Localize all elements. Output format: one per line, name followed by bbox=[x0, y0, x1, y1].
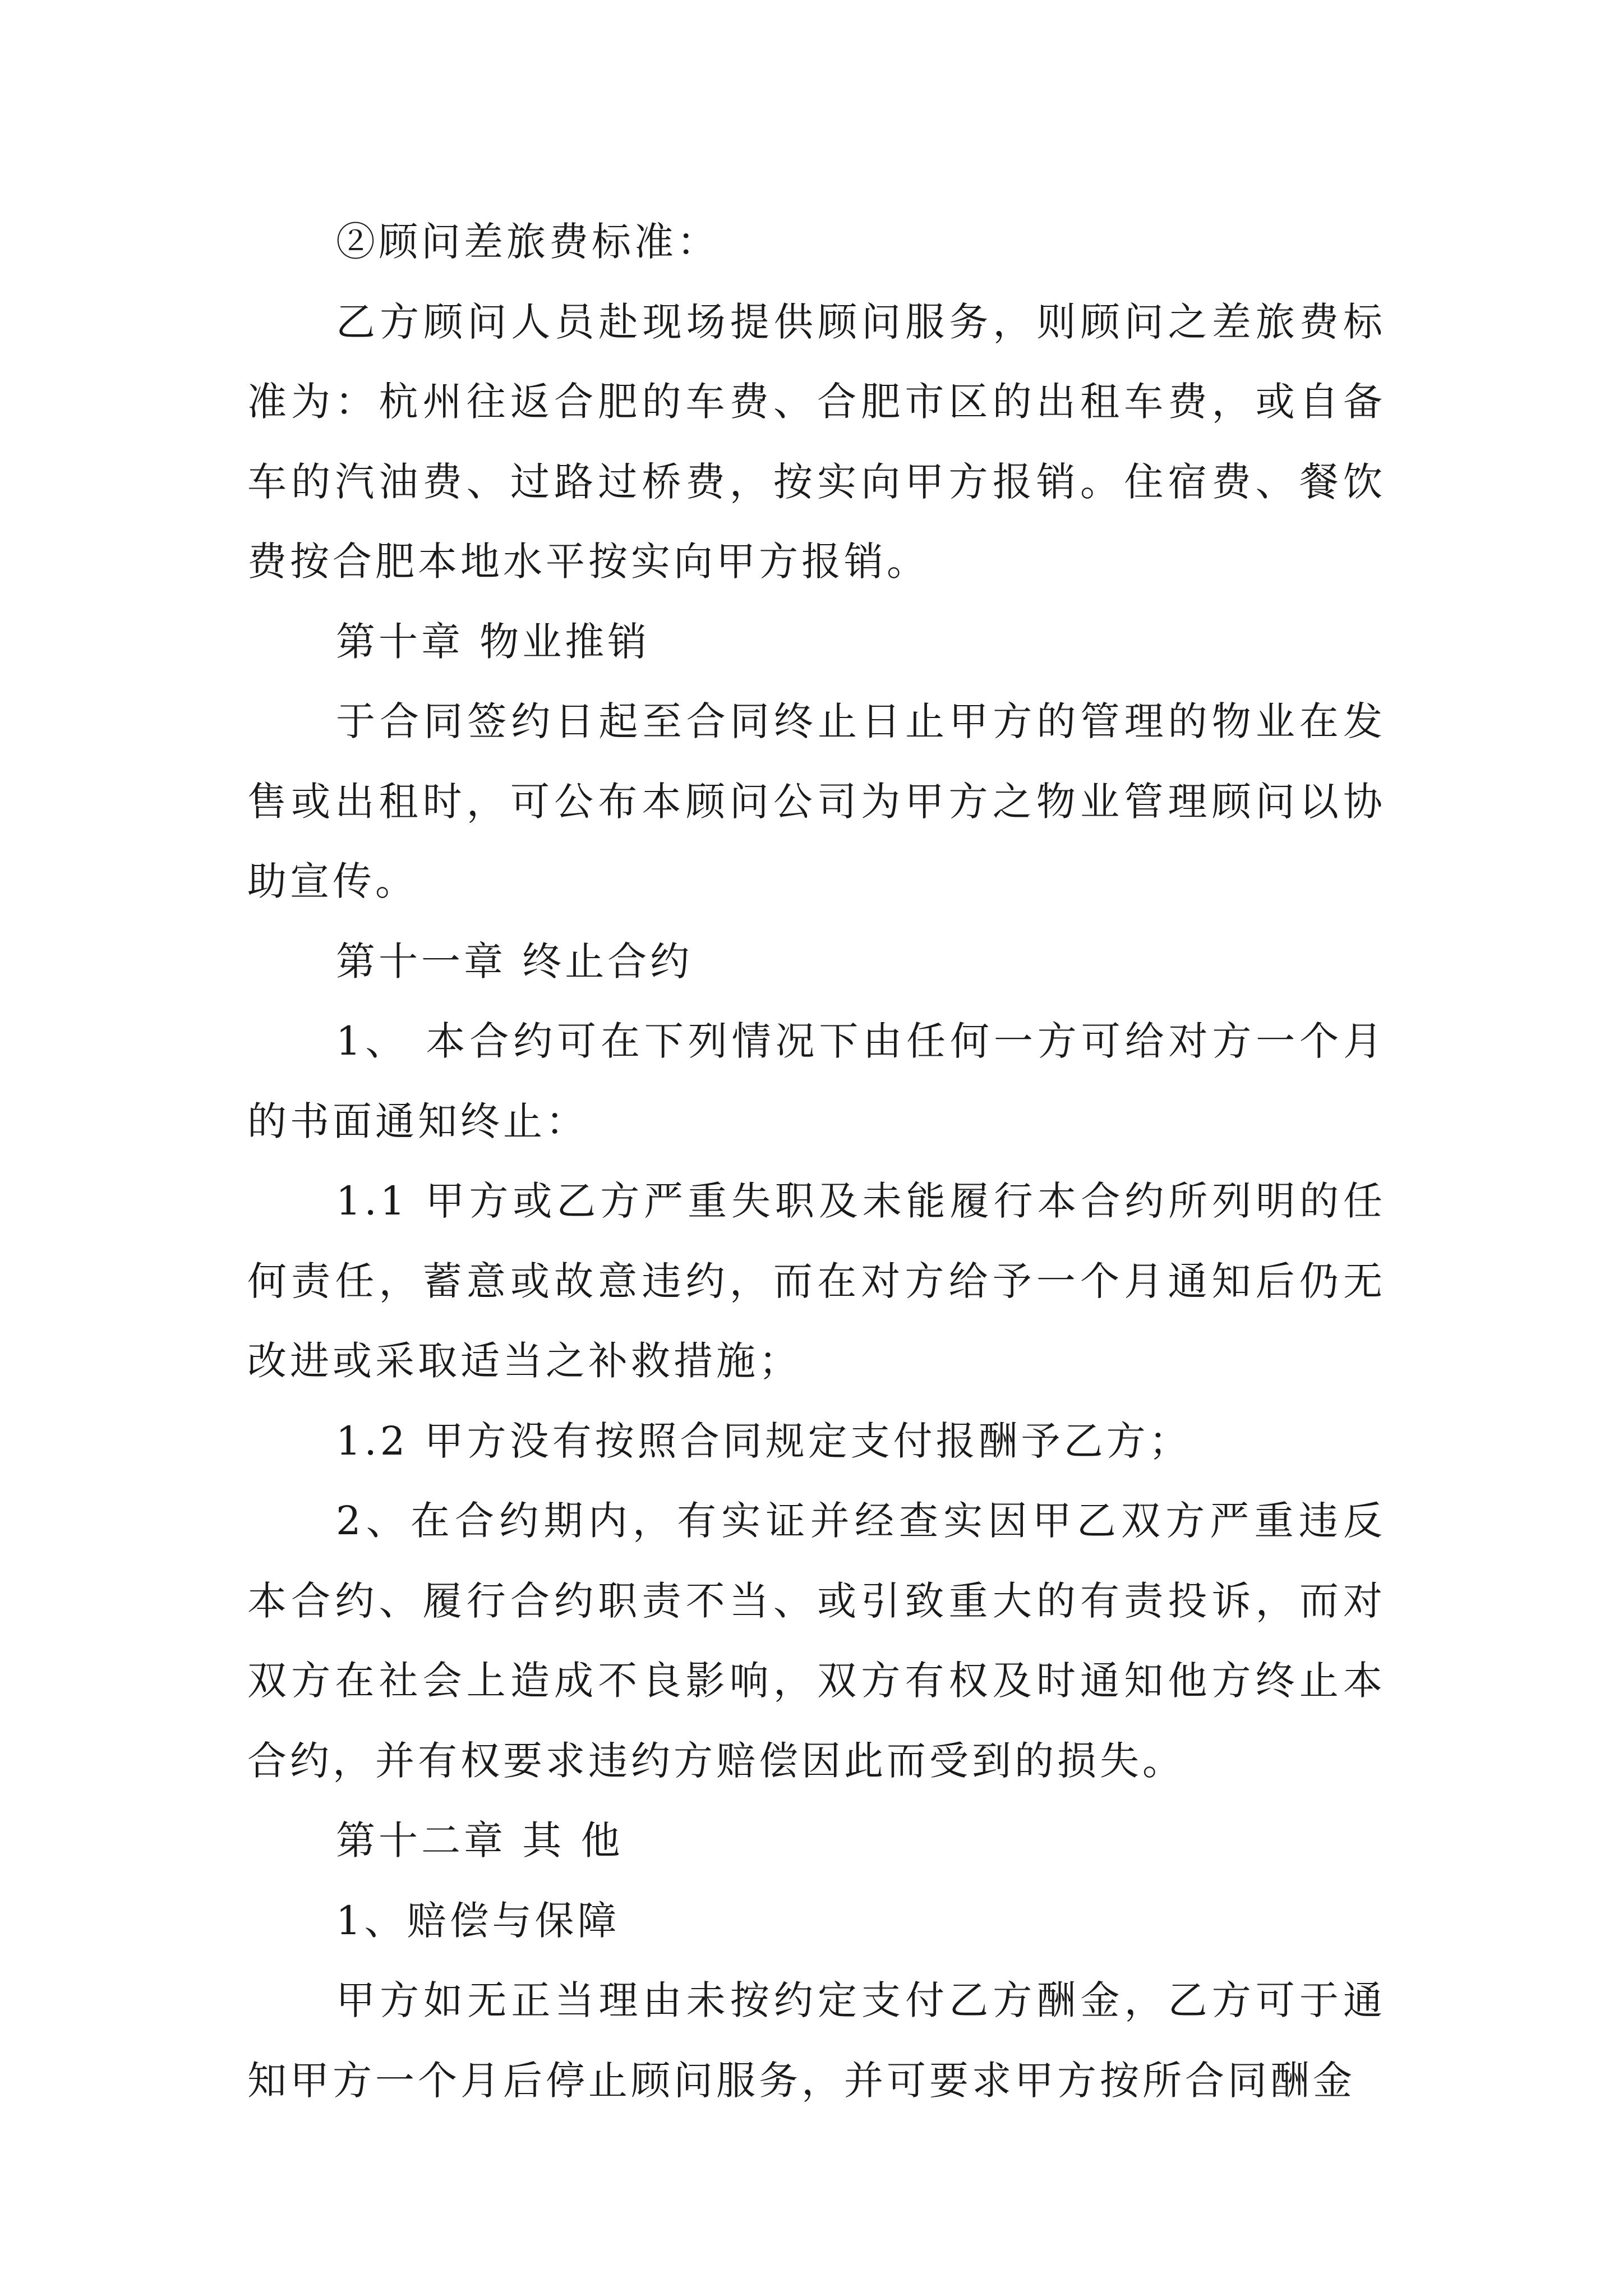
chapter-11-heading: 第十一章 终止合约 bbox=[336, 938, 693, 984]
paragraph-clause-1-2: 1.2 甲方没有按照合同规定支付报酬予乙方； bbox=[336, 1418, 1192, 1464]
paragraph-termination-notice: 1、 本合约可在下列情况下由任何一方可给对方一个月的书面通知终止： bbox=[247, 1018, 1386, 1144]
paragraph-travel-expenses: 乙方顾问人员赴现场提供顾问服务，则顾问之差旅费标准为：杭州往返合肥的车费、合肥市区的出租车费，或自备车的汽油费、过路过桥费，按实向甲方报销。住宿费、餐饮费按合肥本地水平按实向甲方报销。 bbox=[247, 298, 1386, 585]
paragraph-clause-1-1: 1.1 甲方或乙方严重失职及未能履行本合约所列明的任何责任，蓄意或故意违约，而在对方给予一个月通知后仍无改进或采取适当之补救措施； bbox=[247, 1178, 1386, 1384]
chapter-12-heading: 第十二章 其 他 bbox=[336, 1818, 624, 1864]
paragraph-travel-standard-heading: ②顾问差旅费标准： bbox=[336, 219, 720, 265]
document-body bbox=[247, 202, 1386, 2120]
chapter-10-heading: 第十章 物业推销 bbox=[336, 618, 651, 665]
paragraph-property-promotion: 于合同签约日起至合同终止日止甲方的管理的物业在发售或出租时，可公布本顾问公司为甲方之物业管理顾问以协助宣传。 bbox=[247, 698, 1386, 904]
paragraph-compensation-terms: 甲方如无正当理由未按约定支付乙方酬金，乙方可于通知甲方一个月后停止顾问服务，并可要求甲方按所合同酬金 bbox=[247, 1977, 1386, 2104]
paragraph-clause-2: 2、在合约期内，有实证并经查实因甲乙双方严重违反本合约、履行合约职责不当、或引致重大的有责投诉，而对双方在社会上造成不良影响，双方有权及时通知他方终止本合约，并有权要求违约方赔偿因此而受到的损失。 bbox=[247, 1498, 1386, 1784]
paragraph-compensation-heading: 1、赔偿与保障 bbox=[336, 1897, 620, 1944]
